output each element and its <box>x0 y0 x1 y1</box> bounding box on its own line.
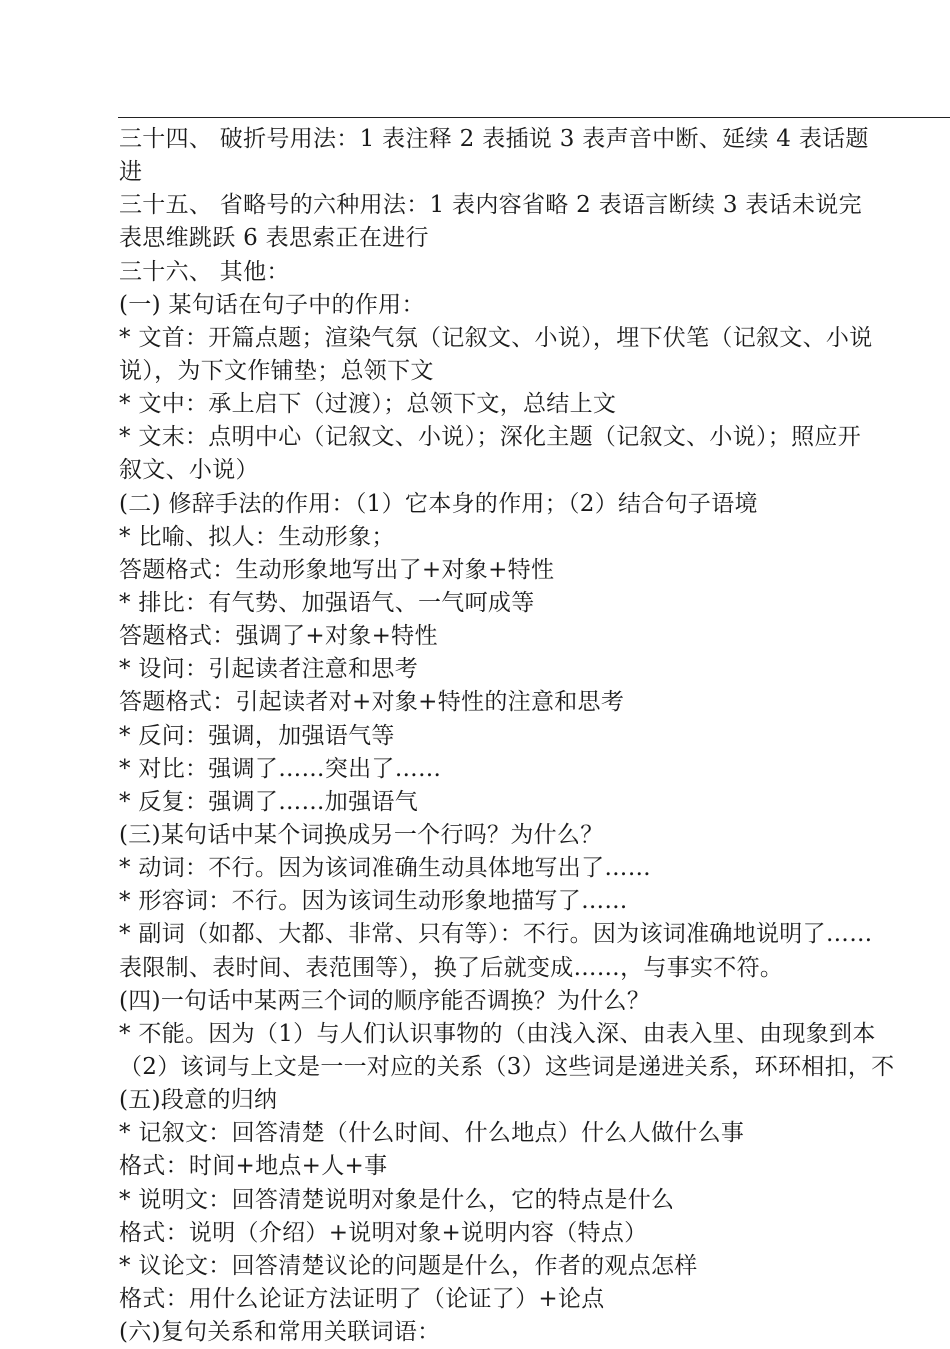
text-line: 进 <box>119 159 143 186</box>
text-line: 答题格式：引起读者对+对象+特性的注意和思考 <box>119 689 625 716</box>
text-line: * 反复：强调了……加强语气 <box>119 788 419 815</box>
header-rule <box>118 117 950 118</box>
text-line: 表思维跳跃 6 表思索正在进行 <box>119 225 429 252</box>
subsection-heading: (四)一句话中某两三个词的顺序能否调换？为什么？ <box>119 987 651 1014</box>
text-line: * 文首：开篇点题；渲染气氛（记叙文、小说），埋下伏笔（记叙文、小说 <box>119 324 873 351</box>
text-line: * 动词：不行。因为该词准确生动具体地写出了…… <box>119 855 652 882</box>
subsection-heading: (三)某句话中某个词换成另一个行吗？为什么？ <box>119 821 604 848</box>
text-line: * 反问：强调，加强语气等 <box>119 722 395 749</box>
text-line: 答题格式：强调了+对象+特性 <box>119 623 438 650</box>
text-line: 格式：说明（介绍）+说明对象+说明内容（特点） <box>119 1219 648 1246</box>
text-line: * 对比：强调了……突出了…… <box>119 755 442 782</box>
text-line: 格式：用什么论证方法证明了（论证了）+论点 <box>119 1285 605 1312</box>
text-line: * 说明文：回答清楚说明对象是什么，它的特点是什么 <box>119 1186 675 1213</box>
text-line: * 记叙文：回答清楚（什么时间、什么地点）什么人做什么事 <box>119 1120 745 1147</box>
document-body <box>119 123 950 1349</box>
subsection-heading: (六)复句关系和常用关联词语： <box>119 1319 441 1346</box>
text-line: * 设问：引起读者注意和思考 <box>119 656 419 683</box>
subsection-heading: (二) 修辞手法的作用：（1）它本身的作用；（2）结合句子语境 <box>119 490 758 517</box>
text-line: 表限制、表时间、表范围等），换了后就变成……，与事实不符。 <box>119 954 784 981</box>
text-line: * 排比：有气势、加强语气、一气呵成等 <box>119 589 535 616</box>
text-line: * 议论文：回答清楚议论的问题是什么，作者的观点怎样 <box>119 1252 698 1279</box>
text-line: 答题格式：生动形象地写出了+对象+特性 <box>119 556 555 583</box>
text-line: 三十四、 破折号用法：1 表注释 2 表插说 3 表声音中断、延续 4 表话题 <box>119 126 869 152</box>
text-line: （2）该词与上文是一一对应的关系（3）这些词是递进关系，环环相扣，不 <box>119 1053 895 1080</box>
text-line: 说），为下文作铺垫；总领下文 <box>119 357 434 384</box>
text-line: * 文中：承上启下（过渡）；总领下文，总结上文 <box>119 391 617 418</box>
text-line: * 文末：点明中心（记叙文、小说）；深化主题（记叙文、小说）；照应开 <box>119 424 862 451</box>
subsection-heading: (一) 某句话在句子中的作用： <box>119 291 425 318</box>
text-line: * 不能。因为（1）与人们认识事物的（由浅入深、由表入里、由现象到本 <box>119 1020 876 1047</box>
text-line: 三十五、 省略号的六种用法：1 表内容省略 2 表语言断续 3 表话未说完 <box>119 192 862 219</box>
text-line: * 副词（如都、大都、非常、只有等）：不行。因为该词准确地说明了…… <box>119 921 873 948</box>
text-line: 格式：时间+地点+人+事 <box>119 1153 388 1180</box>
text-line: * 形容词：不行。因为该词生动形象地描写了…… <box>119 888 628 915</box>
text-line: 叙文、小说） <box>119 457 259 484</box>
subsection-heading: (五)段意的归纳 <box>119 1087 278 1114</box>
text-line: * 比喻、拟人：生动形象； <box>119 523 395 550</box>
section-heading: 三十六、 其他： <box>119 258 290 285</box>
